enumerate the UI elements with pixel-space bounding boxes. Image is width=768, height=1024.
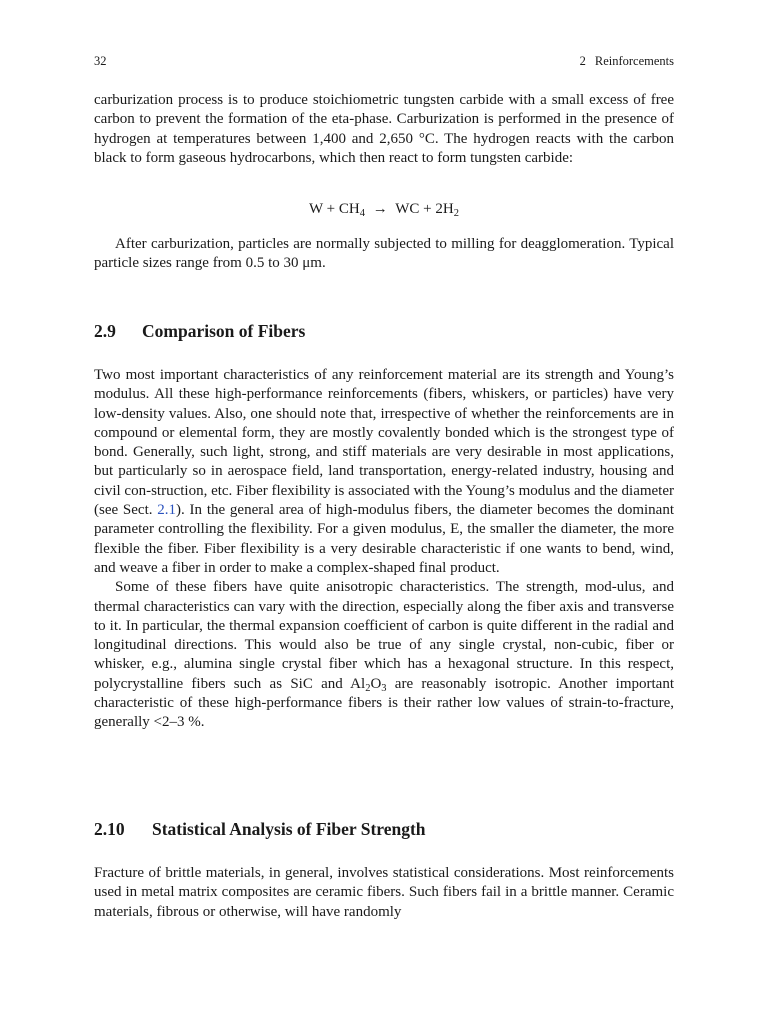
- reaction-equation: [94, 200, 674, 219]
- chapter-title: Reinforcements: [594, 54, 674, 68]
- eq-plus-2: +: [423, 201, 432, 217]
- eq-methane: $CH_4$: [338, 201, 365, 219]
- eq-tungsten-carbide: WC: [395, 201, 420, 217]
- section-heading-2-10: [94, 818, 426, 840]
- intro-paragraph-2-text: After carburization, particles are normally subjected to milling for deagglomeration. Typical particle sizes range from 0.5 to 30 μm.: [94, 236, 674, 272]
- section-2-9-body: [94, 366, 674, 733]
- page-number: 32: [94, 54, 107, 68]
- eq-plus-1: +: [326, 201, 336, 217]
- section-title: Statistical Analysis of Fiber Strength: [152, 819, 426, 839]
- eq-tungsten: W: [309, 201, 323, 217]
- eq-hydrogen: $2H_2$: [435, 201, 459, 219]
- section-title: Comparison of Fibers: [142, 321, 306, 341]
- section-2-9-paragraph-1: Two most important characteristics of any reinforcement material are its strength and Young’s modulus. All these high-performance reinforcements (fibers, whiskers, or particles) have very low-density values. Also, one should note that, irrespective of whether the reinforcements are in compound or elemental form, they are mostly covalently bonded which is the strongest type of bond. Generally, such light, strong, and stiff materials are very desirable in most applications, but particularly so in aerospace field, land transportation, energy-related industry, housing and civil con-struction, etc. Fiber flexibility is associated with the Young’s modulus and the diameter (see Sect. 2.1). In the general area of high-modulus fibers, the diameter becomes the dominant parameter controlling the flexibility. For a given modulus, E, the smaller the diameter, the more flexible the fiber. Fiber flexibility is a very desirable characteristic if one wants to bend, wind, and weave a fiber in order to make a complex-shaped final product.: [94, 367, 674, 576]
- intro-paragraph-2: [94, 235, 674, 274]
- intro-paragraph-1-text: carburization process is to produce stoichiometric tungsten carbide with a small excess of free carbon to prevent the formation of the eta-phase. Carburization is performed in the presence of hydrogen at temperatures between 1,400 and 2,650 °C. The hydrogen reacts with the carbon black to form gaseous hydrocarbons, which then react to form tungsten carbide:: [94, 92, 674, 166]
- section-cross-reference-link[interactable]: 2.1: [157, 502, 177, 519]
- intro-paragraph-1: [94, 91, 674, 168]
- section-2-10-paragraph-1: Fracture of brittle materials, in general, involves statistical considerations. Most reinforcements used in metal matrix composites are ceramic fibers. Such fibers fail in a brittle manner. Ceramic materials, fibrous or otherwise, will have randomly: [94, 865, 674, 920]
- chapter-number: 2: [579, 54, 586, 68]
- section-2-10-body: [94, 864, 674, 922]
- section-2-9-paragraph-2: Some of these fibers have quite anisotropic characteristics. The strength, mod-ulus, and thermal characteristics can vary with the direction, especially along the fiber axis and transverse to it. In particular, the thermal expansion coefficient of carbon is quite different in the radial and longitudinal directions. This would also be true of any single crystal, non-cubic, fiber or whisker, e.g., alumina single crystal fiber which has a hexagonal structure. In this respect, polycrystalline fibers such as SiC and $Al_2O_3$ are reasonably isotropic. Another important characteristic of these high-performance fibers is their rather low values of strain-to-fracture, generally <2–3 %.: [94, 579, 674, 731]
- chapter-header: [580, 53, 674, 69]
- eq-arrow: →: [372, 201, 388, 217]
- section-heading-2-9: [94, 320, 305, 342]
- section-number: 2.9: [94, 321, 116, 341]
- section-number: 2.10: [94, 819, 125, 839]
